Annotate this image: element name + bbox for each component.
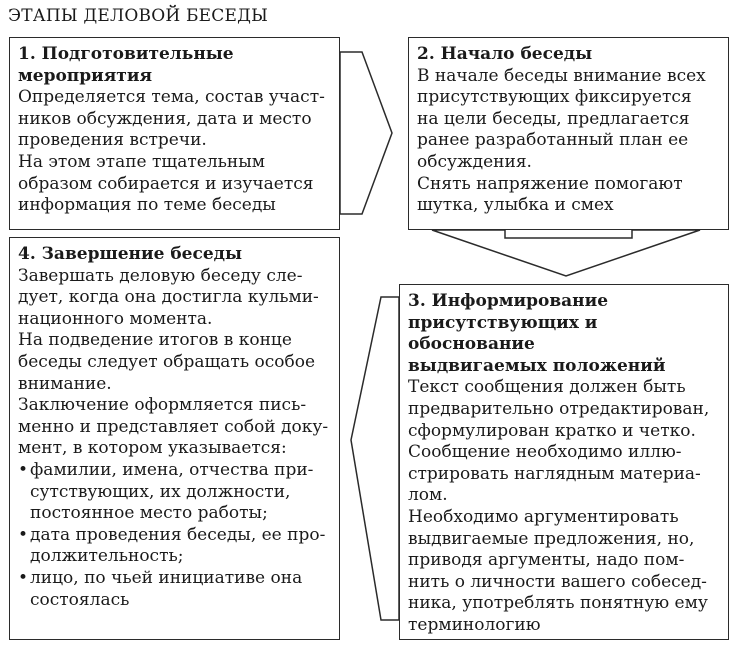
- arrow-1-to-2: [340, 52, 392, 214]
- stage-2-text-line: ранее разработанный план ее: [417, 130, 689, 151]
- stage-3-heading-line: выдвигаемых положений: [408, 355, 666, 376]
- stage-1-text-line: На этом этапе тщательным: [18, 151, 265, 172]
- stage-4-text-line: На подведение итогов в конце: [18, 330, 292, 351]
- stage-3-text-line: Текст сообщения должен быть: [408, 377, 686, 398]
- stage-3-text-line: сформулирован кратко и четко.: [408, 420, 696, 441]
- stage-1-heading-line: мероприятия: [18, 65, 153, 86]
- stage-2-heading-line: 2. Начало беседы: [417, 44, 593, 64]
- stage-3-heading-line: 3. Информирование: [408, 291, 609, 311]
- bullet-icon: •: [18, 459, 29, 480]
- stage-1-text-line: информация по теме беседы: [18, 195, 276, 216]
- bullet-text-line: дата проведения беседы, ее про-: [30, 524, 326, 545]
- bullet-text-line: состоялась: [30, 589, 130, 610]
- stage-2-text-line: Снять напряжение помогают: [417, 173, 683, 194]
- stage-4-text-line: беседы следует обращать особое: [18, 351, 316, 372]
- bullet-text-line: сутствующих, их должности,: [30, 481, 291, 502]
- bullet-text-line: постоянное место работы;: [30, 503, 268, 524]
- bullet-text-line: фамилии, имена, отчества при-: [30, 459, 314, 480]
- stage-1-heading-line: 1. Подготовительные: [18, 44, 234, 64]
- stage-3-text-line: стрировать наглядным материа-: [408, 463, 701, 484]
- stage-3-text-line: приводя аргументы, надо пом-: [408, 550, 685, 571]
- stage-2-text-line: на цели беседы, предлагается: [417, 108, 690, 129]
- stage-2-text-line: обсуждения.: [417, 151, 532, 172]
- stage-box-4-completion: [9, 237, 340, 640]
- stage-4-text-line: Заключение оформляется пись-: [18, 395, 307, 416]
- stage-1-text-line: Определяется тема, состав участ-: [18, 87, 325, 108]
- bullet-icon: •: [18, 524, 29, 545]
- stage-3-text-line: предварительно отредактирован,: [408, 398, 710, 419]
- bullet-item: [18, 525, 333, 547]
- stage-4-text-line: национного момента.: [18, 308, 213, 329]
- stage-1-text-line: ников обсуждения, дата и место: [18, 108, 312, 129]
- bullet-item: [18, 460, 333, 482]
- bullet-item: [18, 568, 333, 590]
- stage-2-text-line: присутствующих фиксируется: [417, 87, 692, 108]
- stage-4-text-line: менно и представляет собой доку-: [18, 416, 329, 437]
- diagram-title: ЭТАПЫ ДЕЛОВОЙ БЕСЕДЫ: [8, 6, 269, 26]
- stage-3-text-line: выдвигаемые предложения, но,: [408, 528, 695, 549]
- stage-3-heading-line: присутствующих и обоснование: [408, 312, 598, 355]
- stage-box-2-start: [408, 37, 729, 230]
- stage-1-text-line: образом собирается и изучается: [18, 173, 314, 194]
- stage-4-text-line: Завершать деловую беседу сле-: [18, 265, 303, 286]
- stage-4-text-line: мент, в котором указывается:: [18, 438, 287, 459]
- stage-3-text-line: Сообщение необходимо иллю-: [408, 442, 682, 463]
- arrow-3-to-4: [351, 297, 399, 620]
- stage-2-text-line: шутка, улыбка и смех: [417, 195, 614, 216]
- bullet-icon: •: [18, 567, 29, 588]
- bullet-text-line: должительность;: [30, 546, 184, 567]
- stage-3-text-line: Необходимо аргументировать: [408, 506, 679, 527]
- stage-4-heading-line: 4. Завершение беседы: [18, 244, 243, 264]
- stage-3-text-line: ника, употреблять понятную ему: [408, 593, 708, 614]
- stage-box-1-preparation: [9, 37, 340, 230]
- stage-box-3-informing: [399, 284, 729, 640]
- stage-3-text-line: нить о личности вашего собесед-: [408, 571, 707, 592]
- stage-2-text-line: В начале беседы внимание всех: [417, 65, 706, 86]
- stage-1-text-line: проведения встречи.: [18, 130, 207, 151]
- stage-3-text-line: терминологию: [408, 614, 541, 635]
- stage-4-text-line: дует, когда она достигла кульми-: [18, 287, 319, 308]
- stage-3-text-line: лом.: [408, 485, 448, 506]
- arrow-2-to-3: [432, 230, 700, 276]
- bullet-text-line: лицо, по чьей инициативе она: [30, 567, 303, 588]
- stage-4-text-line: внимание.: [18, 373, 112, 394]
